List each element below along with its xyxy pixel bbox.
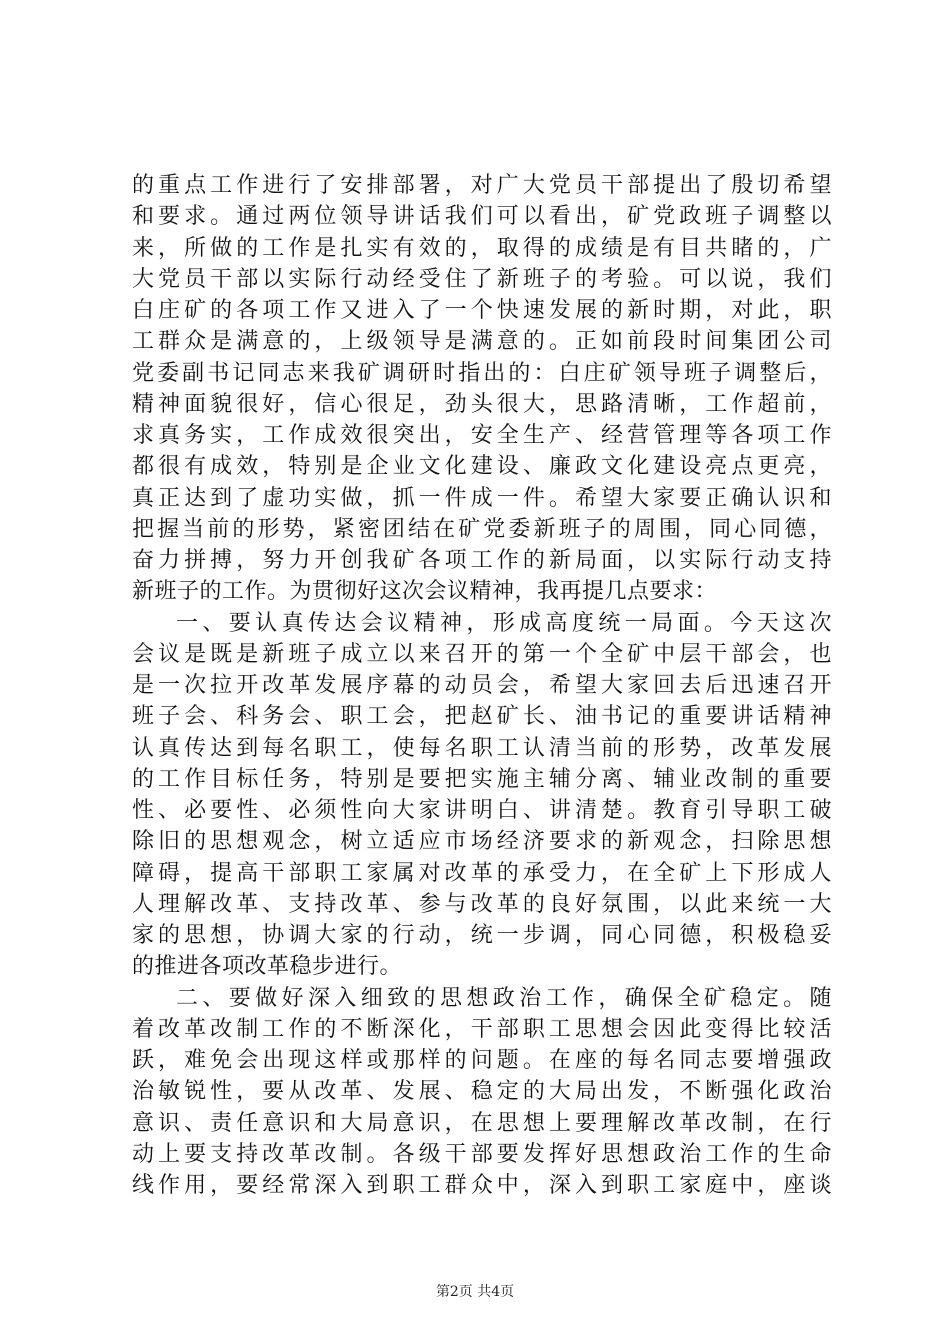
text-line: 意识、责任意识和大局意识，在思想上要理解改革改制，在行 bbox=[132, 1110, 832, 1136]
paragraph-3 bbox=[132, 983, 832, 1202]
text-line: 真正达到了虚功实做，抓一件成一件。希望大家要正确认识和 bbox=[132, 485, 832, 511]
document-body bbox=[132, 170, 832, 1201]
text-line: 的重点工作进行了安排部署，对广大党员干部提出了殷切希望 bbox=[132, 173, 832, 198]
text-line: 性、必要性、必须性向大家讲明白、讲清楚。教育引导职工破 bbox=[132, 798, 832, 823]
text-line: 工群众是满意的，上级领导是满意的。正如前段时间集团公司 bbox=[132, 329, 832, 355]
text-line: 都很有成效，特别是企业文化建设、廉政文化建设亮点更亮， bbox=[132, 454, 832, 480]
text-line: 大党员干部以实际行动经受住了新班子的考验。可以说，我们 bbox=[132, 266, 832, 292]
text-line: 是一次拉开改革发展序幕的动员会，希望大家回去后迅速召开 bbox=[132, 673, 832, 698]
text-line: 和要求。通过两位领导讲话我们可以看出，矿党政班子调整以 bbox=[132, 204, 832, 230]
text-line: 跃，难免会出现这样或那样的问题。在座的每名同志要增强政 bbox=[132, 1048, 832, 1073]
text-line: 精神面貌很好，信心很足，劲头很大，思路清晰，工作超前， bbox=[132, 391, 832, 417]
text-line: 新班子的工作。为贯彻好这次会议精神，我再提几点要求： bbox=[132, 579, 718, 605]
text-line: 治敏锐性，要从改革、发展、稳定的大局出发，不断强化政治 bbox=[132, 1079, 832, 1105]
text-line: 奋力拼搏，努力开创我矿各项工作的新局面，以实际行动支持 bbox=[132, 548, 832, 573]
text-line: 党委副书记同志来我矿调研时指出的：白庄矿领导班子调整后， bbox=[132, 360, 832, 386]
text-line: 家的思想，协调大家的行动，统一步调，同心同德，积极稳妥 bbox=[132, 923, 832, 948]
text-line: 求真务实，工作成效很突出，安全生产、经营管理等各项工作 bbox=[132, 423, 832, 448]
text-line: 把握当前的形势，紧密团结在矿党委新班子的周围，同心同德， bbox=[132, 516, 832, 542]
paragraph-1 bbox=[132, 170, 832, 608]
text-line: 的推进各项改革稳步进行。 bbox=[132, 954, 403, 980]
text-line: 的工作目标任务，特别是要把实施主辅分离、辅业改制的重要 bbox=[132, 766, 832, 792]
text-line: 班子会、科务会、职工会，把赵矿长、油书记的重要讲话精神 bbox=[132, 704, 832, 730]
text-line: 认真传达到每名职工，使每名职工认清当前的形势，改革发展 bbox=[132, 735, 832, 761]
text-line: 线作用，要经常深入到职工群众中，深入到职工家庭中，座谈 bbox=[132, 1173, 832, 1198]
text-line: 来，所做的工作是扎实有效的，取得的成绩是有目共睹的，广 bbox=[132, 235, 832, 261]
text-line: 会议是既是新班子成立以来召开的第一个全矿中层干部会，也 bbox=[132, 641, 832, 667]
page-footer bbox=[0, 1282, 950, 1302]
text-line: 人理解改革、支持改革、参与改革的良好氛围，以此来统一大 bbox=[132, 891, 832, 917]
page-number: 第2页 共4页 bbox=[435, 1284, 515, 1300]
paragraph-2 bbox=[132, 608, 832, 983]
text-line: 一、要认真传达会议精神，形成高度统一局面。今天这次 bbox=[176, 610, 832, 636]
text-line: 二、要做好深入细致的思想政治工作，确保全矿稳定。随 bbox=[176, 985, 832, 1011]
text-line: 着改革改制工作的不断深化，干部职工思想会因此变得比较活 bbox=[132, 1016, 832, 1042]
text-line: 障碍，提高干部职工家属对改革的承受力，在全矿上下形成人 bbox=[132, 860, 832, 886]
text-line: 白庄矿的各项工作又进入了一个快速发展的新时期，对此，职 bbox=[132, 298, 832, 323]
text-line: 动上要支持改革改制。各级干部要发挥好思想政治工作的生命 bbox=[132, 1141, 832, 1167]
text-line: 除旧的思想观念，树立适应市场经济要求的新观念，扫除思想 bbox=[132, 829, 832, 855]
